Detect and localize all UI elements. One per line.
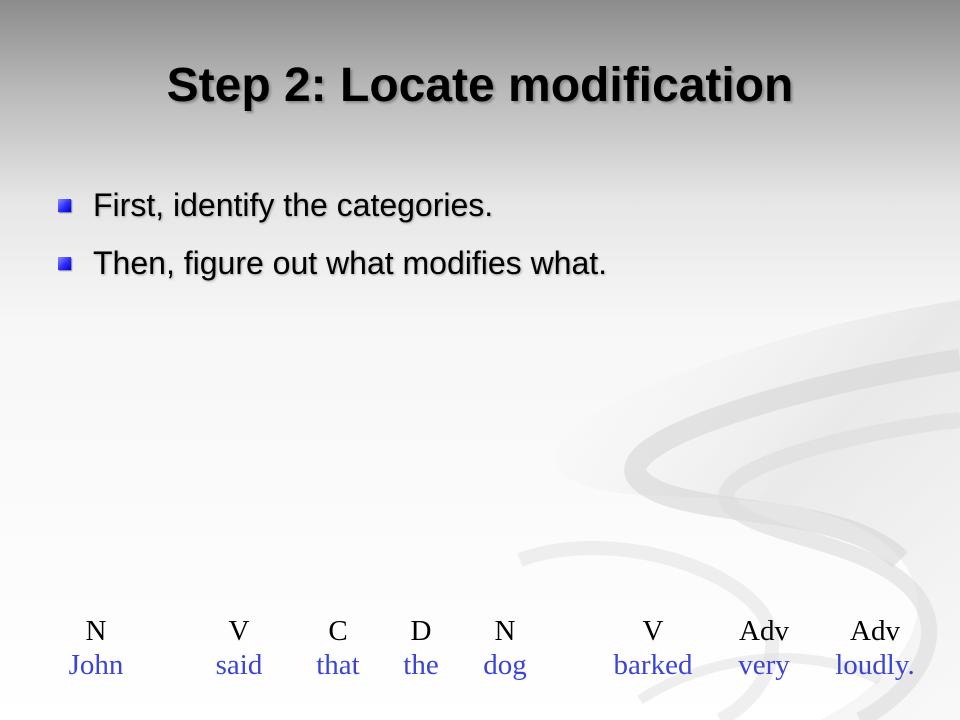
category-label: V: [228, 615, 250, 647]
category-label: C: [328, 615, 348, 647]
sentence-word: said: [215, 649, 263, 681]
gloss-column: [455, 614, 555, 682]
square-bullet-icon: [58, 257, 71, 270]
slide-title: Step 2: Locate modification: [166, 59, 794, 112]
gloss-column: [825, 614, 925, 682]
bullet-text: First, identify the categories.: [93, 186, 494, 223]
sentence-word: dog: [483, 649, 527, 681]
sentence-word: very: [738, 649, 790, 681]
sentence-word: the: [403, 649, 439, 681]
bullet-item: [58, 176, 607, 234]
category-label: Adv: [739, 615, 789, 647]
bullet-text: Then, figure out what modifies what.: [93, 244, 608, 281]
sentence-word: barked: [613, 649, 693, 681]
category-label: V: [642, 615, 664, 647]
bullet-item: [58, 234, 607, 292]
sentence-word: that: [316, 649, 360, 681]
gloss-column: [46, 614, 146, 682]
category-label: N: [85, 615, 107, 647]
category-label: N: [494, 615, 516, 647]
gloss-column: [714, 614, 814, 682]
gloss-column: [189, 614, 289, 682]
square-bullet-icon: [58, 199, 71, 212]
gloss-column: [603, 614, 703, 682]
category-label: D: [410, 615, 432, 647]
category-label: Adv: [850, 615, 900, 647]
sentence-word: John: [68, 649, 124, 681]
bullet-list: [58, 176, 607, 292]
sentence-word: loudly.: [835, 649, 915, 681]
